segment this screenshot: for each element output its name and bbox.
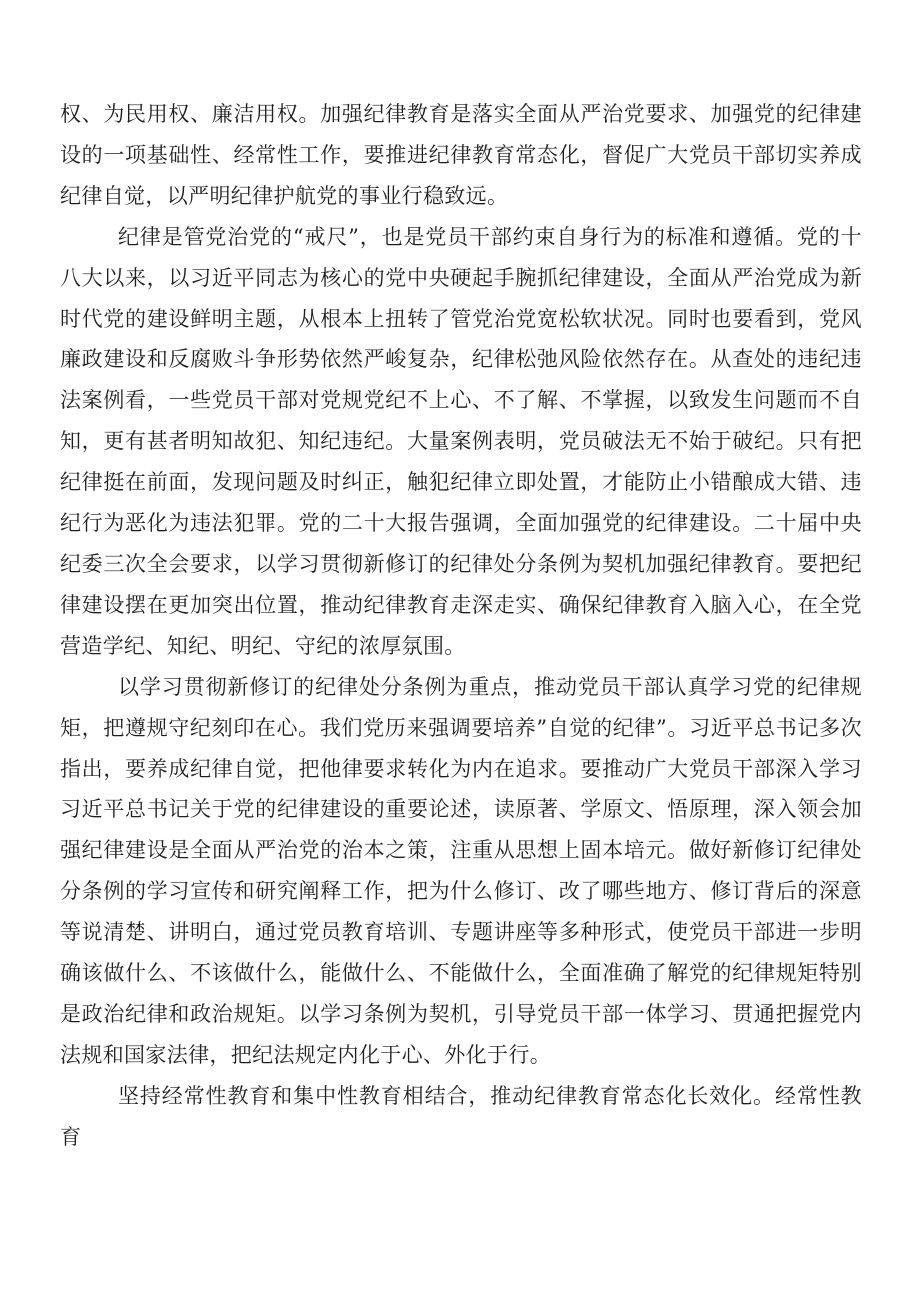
paragraph-1: 权、为民用权、廉洁用权。加强纪律教育是落实全面从严治党要求、加强党的纪律建设的一项基础性、经常性工作，要推进纪律教育常态化，督促广大党员干部切实养成纪律自觉，以严明纪律护航党的事业行稳致远。: [60, 102, 862, 208]
paragraph-2: 纪律是管党治党的“戒尺”，也是党员干部约束自身行为的标准和遵循。党的十八大以来，以习近平同志为核心的党中央硬起手腕抓纪律建设，全面从严治党成为新时代党的建设鲜明主题，从根本上扭转了管党治党宽松软状况。同时也要看到，党风廉政建设和反腐败斗争形势依然严峻复杂，纪律松弛风险依然存在。从查处的违纪违法案例看，一些党员干部对党规党纪不上心、不了解、不掌握，以致发生问题而不自知，更有甚者明知故犯、知纪违纪。大量案例表明，党员破法无不始于破纪。只有把纪律挺在前面，发现问题及时纠正，触犯纪律立即处置，才能防止小错酿成大错、违纪行为恶化为违法犯罪。党的二十大报告强调，全面加强党的纪律建设。二十届中央纪委三次全会要求，以学习贯彻新修订的纪律处分条例为契机加强纪律教育。要把纪律建设摆在更加突出位置，推动纪律教育走深走实、确保纪律教育入脑入心，在全党营造学纪、知纪、明纪、守纪的浓厚氛围。: [60, 224, 862, 658]
paragraph-3: 以学习贯彻新修订的纪律处分条例为重点，推动党员干部认真学习党的纪律规矩，把遵规守纪刻印在心。我们党历来强调要培养”自觉的纪律”。习近平总书记多次指出，要养成纪律自觉，把他律要求转化为内在追求。要推动广大党员干部深入学习习近平总书记关于党的纪律建设的重要论述，读原著、学原文、悟原理，深入领会加强纪律建设是全面从严治党的治本之策，注重从思想上固本培元。做好新修订纪律处分条例的学习宣传和研究阐释工作，把为什么修订、改了哪些地方、修订背后的深意等说清楚、讲明白，通过党员教育培训、专题讲座等多种形式，使党员干部进一步明确该做什么、不该做什么，能做什么、不能做什么，全面准确了解党的纪律规矩特别是政治纪律和政治规矩。以学习条例为契机，引导党员干部一体学习、贯通把握党内法规和国家法律，把纪法规定内化于心、外化于行。: [60, 674, 862, 1067]
paragraph-4: 坚持经常性教育和集中性教育相结合，推动纪律教育常态化长效化。经常性教育: [60, 1083, 862, 1149]
document-body: [60, 94, 862, 1158]
